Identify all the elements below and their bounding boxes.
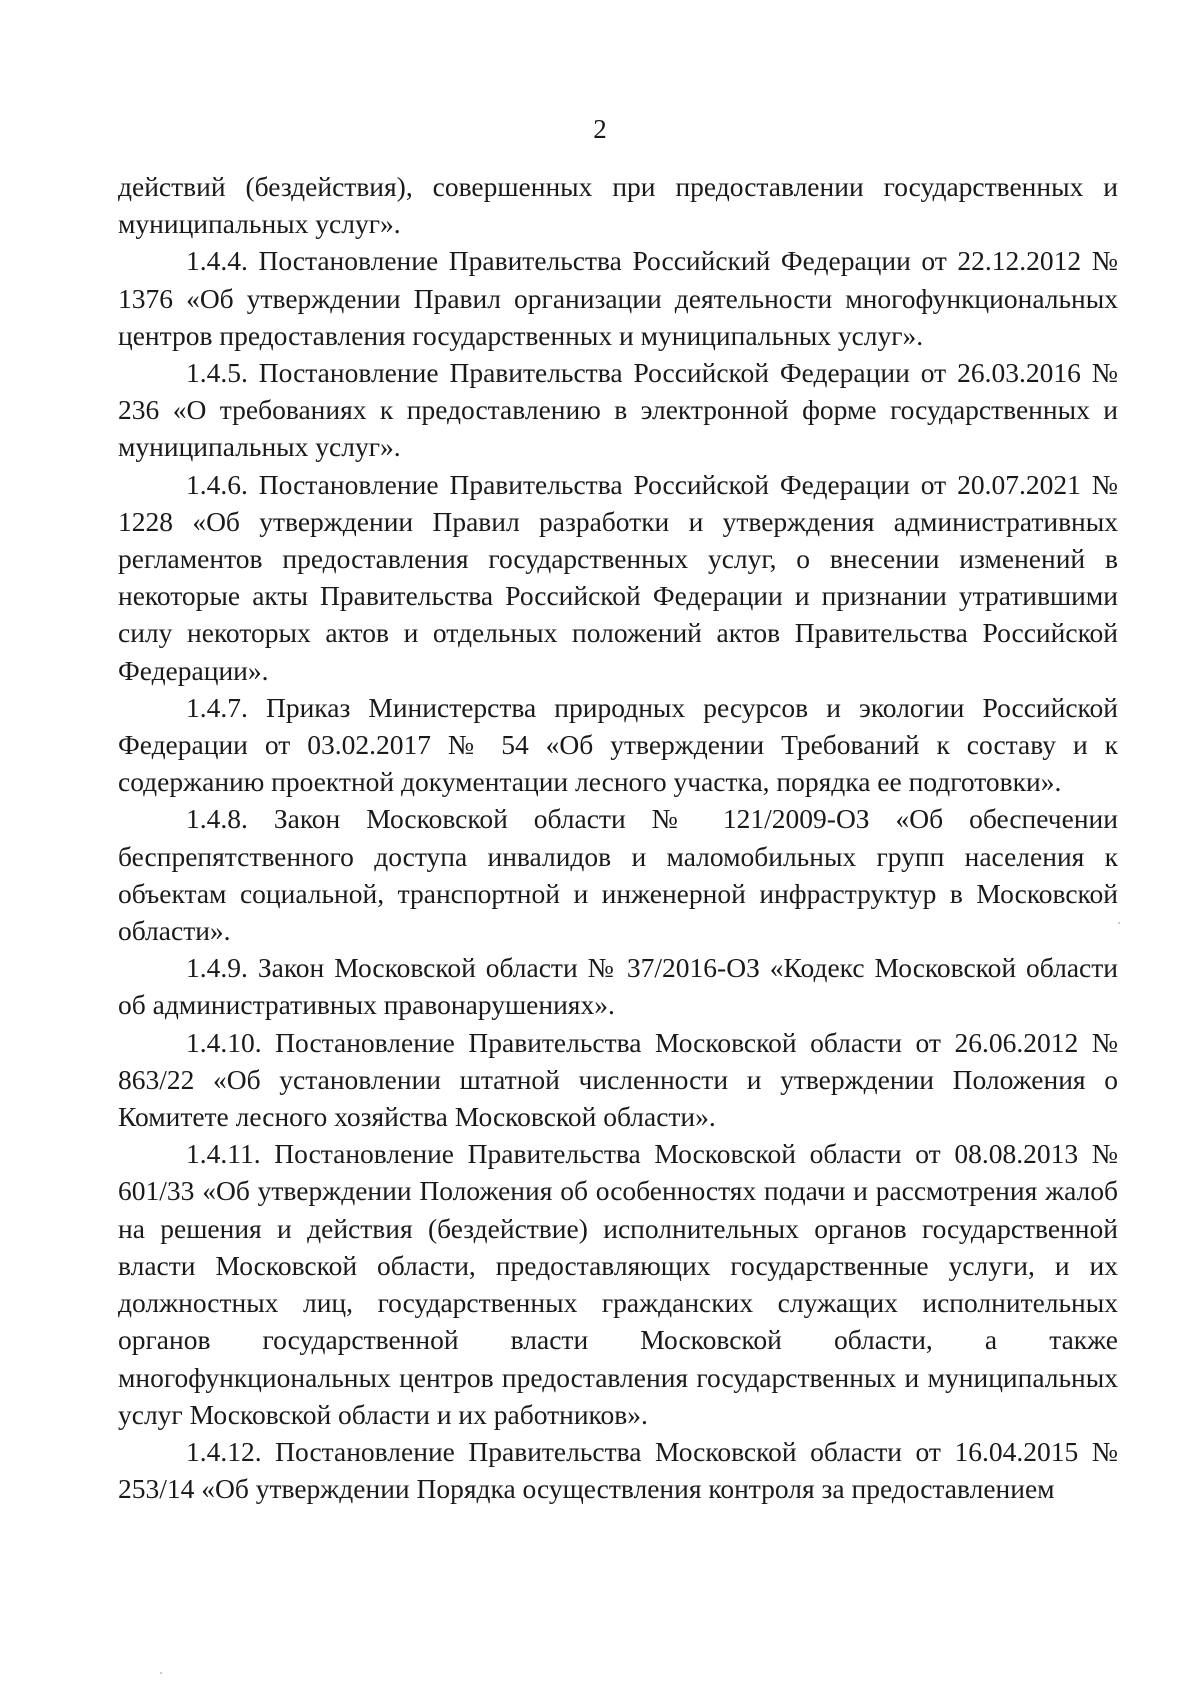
paragraph-1-4-10: 1.4.10. Постановление Правительства Московской области от 26.06.2012 № 863/22 «Об установлении штатной численности и утверждении Положения о Комитете лесного хозяйства Московской области». <box>118 1026 1118 1133</box>
page-number: 2 <box>593 114 607 144</box>
paragraph-1-4-11: 1.4.11. Постановление Правительства Московской области от 08.08.2013 № 601/33 «Об утверждении Положения об особенностях подачи и рассмотрения жалоб на решения и действия (бездействие) исполнительных органов государственной власти Московской области, предоставляющих государственные услуги, и их должностных лиц, государственных гражданских служащих исполнительных органов государственной власти Московской области, а также многофункциональных центров предоставления государственных и муниципальных услуг Московской области и их работников». <box>118 1138 1118 1430</box>
paragraph-1-4-9: 1.4.9. Закон Московской области № 37/2016-ОЗ «Кодекс Московской области об административных правонарушениях». <box>118 952 1118 1021</box>
scan-speck <box>1118 922 1120 924</box>
paragraph-1-4-6: 1.4.6. Постановление Правительства Российской Федерации от 20.07.2021 № 1228 «Об утверждении Правил разработки и утверждения административных регламентов предоставления государственных услуг, о внесении изменений в некоторые акты Правительства Российской Федерации и признании утратившими силу некоторых актов и отдельных положений актов Правительства Российской Федерации». <box>118 468 1118 686</box>
paragraph-continuation: действий (бездействия), совершенных при предоставлении государственных и муниципальных услуг». <box>118 171 1118 240</box>
scan-speck <box>160 1672 162 1674</box>
paragraph-1-4-5: 1.4.5. Постановление Правительства Российской Федерации от 26.03.2016 № 236 «О требованиях к предоставлению в электронной форме государственных и муниципальных услуг». <box>118 357 1118 463</box>
paragraph-1-4-8: 1.4.8. Закон Московской области № 121/2009-ОЗ «Об обеспечении беспрепятственного доступа инвалидов и маломобильных групп населения к объектам социальной, транспортной и инженерной инфраструктур в Московской области». <box>118 803 1118 947</box>
paragraph-1-4-12: 1.4.12. Постановление Правительства Московской области от 16.04.2015 № 253/14 «Об утверждении Порядка осуществления контроля за предоставлением <box>118 1435 1118 1505</box>
paragraph-1-4-7: 1.4.7. Приказ Министерства природных ресурсов и экологии Российской Федерации от 03.02.2017 № 54 «Об утверждении Требований к составу и к содержанию проектной документации лесного участка, порядка ее подготовки». <box>118 691 1118 798</box>
paragraph-1-4-4: 1.4.4. Постановление Правительства Российский Федерации от 22.12.2012 № 1376 «Об утверждении Правил организации деятельности многофункциональных центров предоставления государственных и муниципальных услуг». <box>118 245 1118 351</box>
document-body <box>118 168 1118 1507</box>
